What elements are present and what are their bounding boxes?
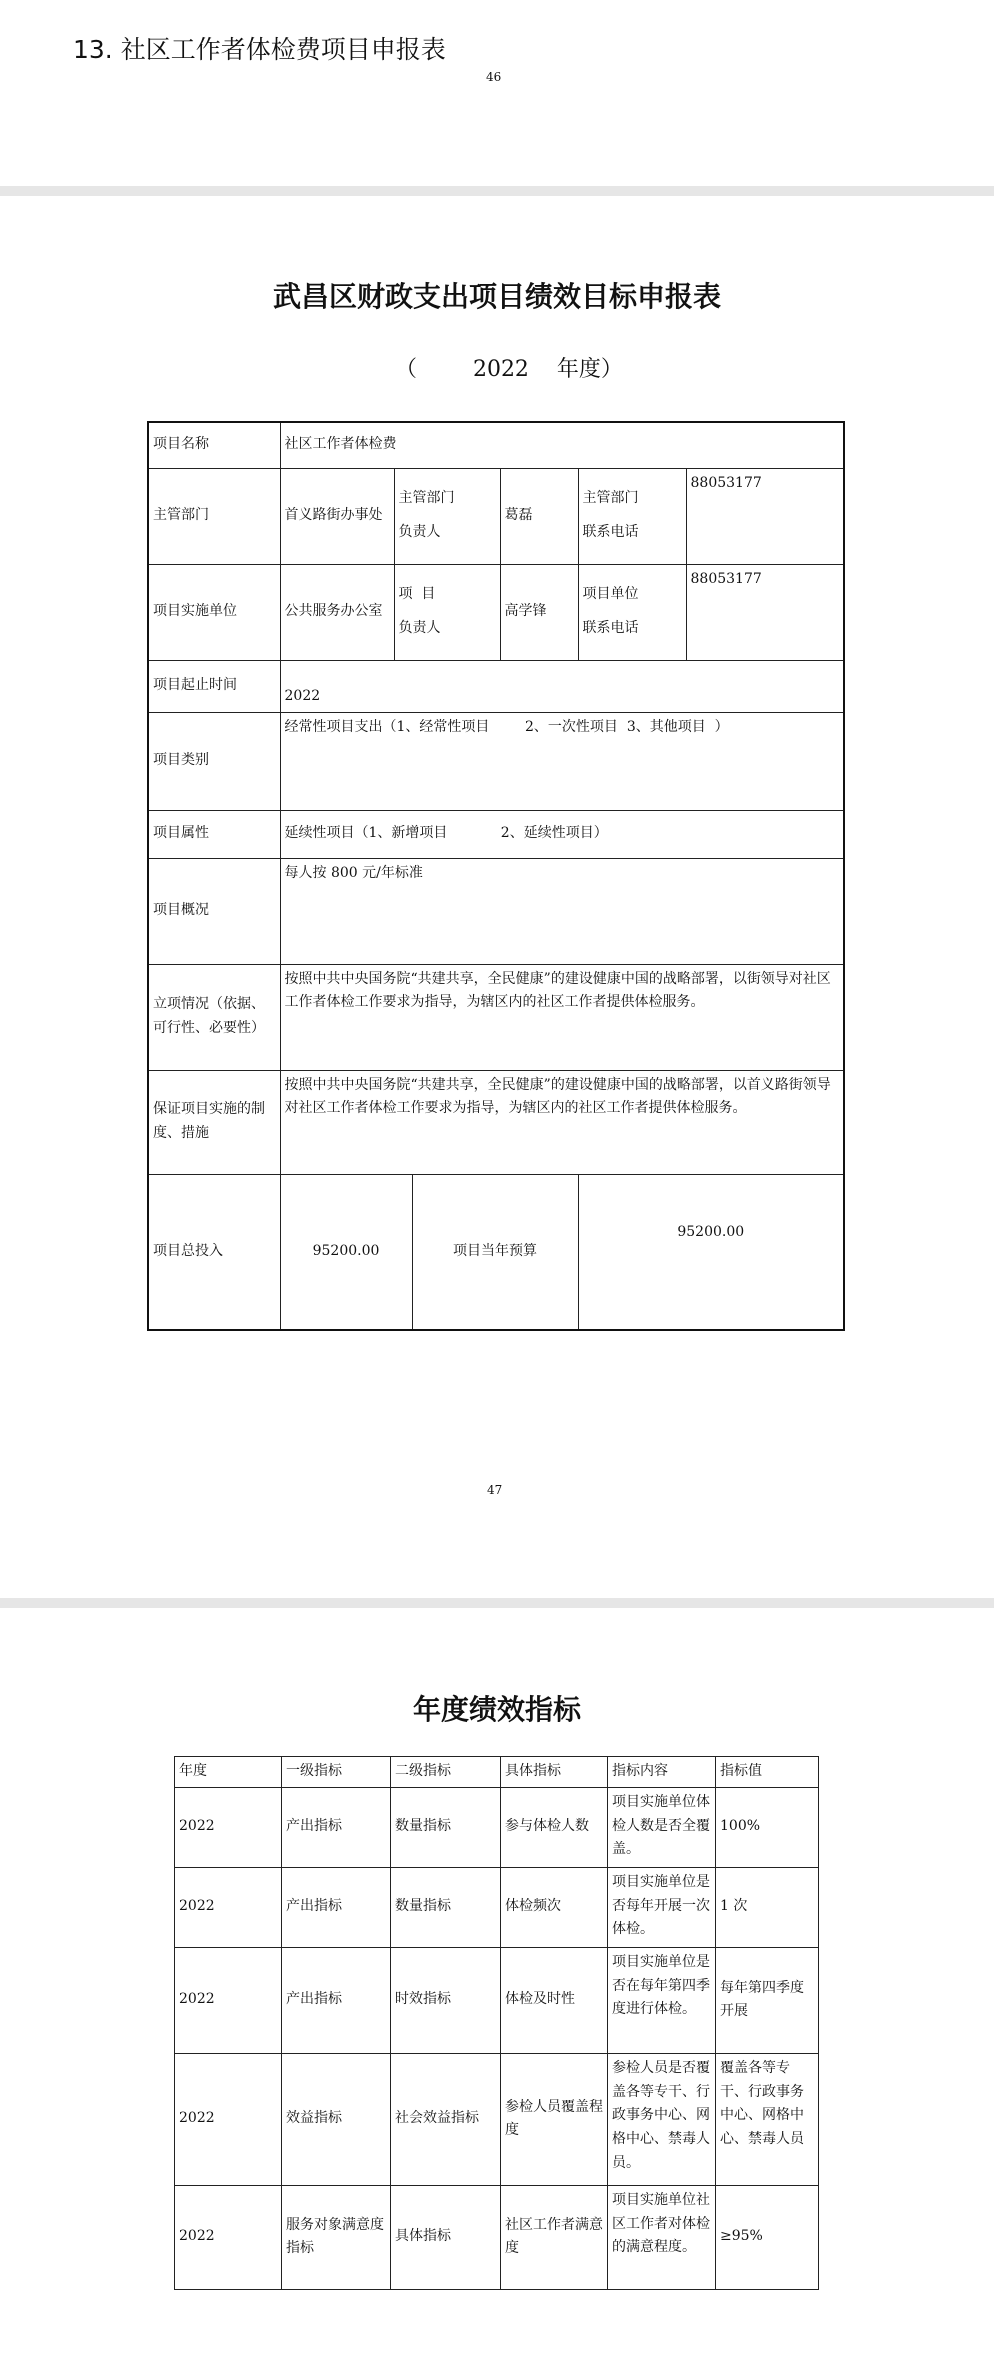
cell-level1: 产出指标	[282, 1947, 391, 2053]
budget-label: 项目当年预算	[412, 1174, 578, 1330]
cell-content: 项目实施单位是否每年开展一次体检。	[608, 1867, 716, 1947]
header-specific: 具体指标	[501, 1757, 608, 1788]
budget-value: 95200.00	[578, 1174, 844, 1330]
page-gap-1	[0, 186, 994, 196]
cell-specific: 体检及时性	[501, 1947, 608, 2053]
cell-year: 2022	[175, 2053, 282, 2185]
form-year-line: （ 2022 年度）	[395, 357, 623, 382]
cell-level2: 数量指标	[391, 1787, 501, 1867]
cell-level2: 时效指标	[391, 1947, 501, 2053]
indicators-table	[174, 1756, 819, 2290]
cell-specific: 参与体检人数	[501, 1787, 608, 1867]
cell-level2: 数量指标	[391, 1867, 501, 1947]
basis-label: 立项情况（依据、可行性、必要性）	[148, 964, 280, 1070]
cell-level2: 具体指标	[391, 2185, 501, 2289]
unit-phone-label: 项目单位 联系电话	[578, 564, 686, 660]
page-gap-2	[0, 1598, 994, 1608]
unit-head-value: 高学锋	[500, 564, 578, 660]
guarantee-label: 保证项目实施的制度、措施	[148, 1070, 280, 1174]
table-row	[175, 2185, 819, 2289]
header-level1: 一级指标	[282, 1757, 391, 1788]
cell-specific: 参检人员覆盖程度	[501, 2053, 608, 2185]
cell-level1: 产出指标	[282, 1867, 391, 1947]
section-heading: 13. 社区工作者体检费项目申报表	[73, 35, 446, 64]
category-value: 经常性项目支出（1、经常性项目 2、一次性项目 3、其他项目 ）	[280, 712, 844, 810]
unit-label: 项目实施单位	[148, 564, 280, 660]
cell-level1: 服务对象满意度指标	[282, 2185, 391, 2289]
attribute-value: 延续性项目（1、新增项目 2、延续性项目）	[280, 810, 844, 858]
attribute-label: 项目属性	[148, 810, 280, 858]
cell-year: 2022	[175, 1947, 282, 2053]
project-name-value: 社区工作者体检费	[280, 422, 844, 468]
overview-value: 每人按 800 元/年标准	[280, 858, 844, 964]
cell-value: 每年第四季度开展	[716, 1947, 819, 2053]
dept-label: 主管部门	[148, 468, 280, 564]
cell-content: 参检人员是否覆盖各等专干、行政事务中心、网格中心、禁毒人员。	[608, 2053, 716, 2185]
cell-level2: 社会效益指标	[391, 2053, 501, 2185]
page-number-47: 47	[487, 1483, 503, 1497]
header-year: 年度	[175, 1757, 282, 1788]
cell-content: 项目实施单位体检人数是否全覆盖。	[608, 1787, 716, 1867]
form-title: 武昌区财政支出项目绩效目标申报表	[272, 280, 721, 313]
indicators-title: 年度绩效指标	[412, 1693, 581, 1726]
time-value: 2022	[280, 660, 844, 712]
header-value: 指标值	[716, 1757, 819, 1788]
unit-head-label: 项 目 负责人	[394, 564, 500, 660]
time-label: 项目起止时间	[148, 660, 280, 712]
cell-level1: 效益指标	[282, 2053, 391, 2185]
category-label: 项目类别	[148, 712, 280, 810]
total-label: 项目总投入	[148, 1174, 280, 1330]
project-name-label: 项目名称	[148, 422, 280, 468]
dept-phone-label: 主管部门 联系电话	[578, 468, 686, 564]
indicators-header-row	[175, 1757, 819, 1788]
total-value: 95200.00	[280, 1174, 412, 1330]
table-row	[175, 1787, 819, 1867]
cell-value: ≥95%	[716, 2185, 819, 2289]
unit-value: 公共服务办公室	[280, 564, 394, 660]
project-application-table	[147, 421, 845, 1331]
header-content: 指标内容	[608, 1757, 716, 1788]
guarantee-value: 按照中共中央国务院“共建共享，全民健康”的建设健康中国的战略部署，以首义路街领导对社区工作者体检工作要求为指导，为辖区内的社区工作者提供体检服务。	[280, 1070, 844, 1174]
header-level2: 二级指标	[391, 1757, 501, 1788]
cell-value: 覆盖各等专干、行政事务中心、网格中心、禁毒人员	[716, 2053, 819, 2185]
cell-specific: 社区工作者满意度	[501, 2185, 608, 2289]
dept-value: 首义路街办事处	[280, 468, 394, 564]
dept-phone-value: 88053177	[686, 468, 844, 564]
cell-level1: 产出指标	[282, 1787, 391, 1867]
cell-content: 项目实施单位是否在每年第四季度进行体检。	[608, 1947, 716, 2053]
dept-head-label: 主管部门 负责人	[394, 468, 500, 564]
cell-year: 2022	[175, 2185, 282, 2289]
overview-label: 项目概况	[148, 858, 280, 964]
dept-head-value: 葛磊	[500, 468, 578, 564]
table-row	[175, 2053, 819, 2185]
cell-value: 1 次	[716, 1867, 819, 1947]
unit-phone-value: 88053177	[686, 564, 844, 660]
cell-content: 项目实施单位社区工作者对体检的满意程度。	[608, 2185, 716, 2289]
table-row	[175, 1867, 819, 1947]
page-number-46: 46	[486, 70, 502, 84]
cell-value: 100%	[716, 1787, 819, 1867]
basis-value: 按照中共中央国务院“共建共享，全民健康”的建设健康中国的战略部署，以街领导对社区工作者体检工作要求为指导，为辖区内的社区工作者提供体检服务。	[280, 964, 844, 1070]
cell-year: 2022	[175, 1787, 282, 1867]
cell-specific: 体检频次	[501, 1867, 608, 1947]
cell-year: 2022	[175, 1867, 282, 1947]
table-row	[175, 1947, 819, 2053]
